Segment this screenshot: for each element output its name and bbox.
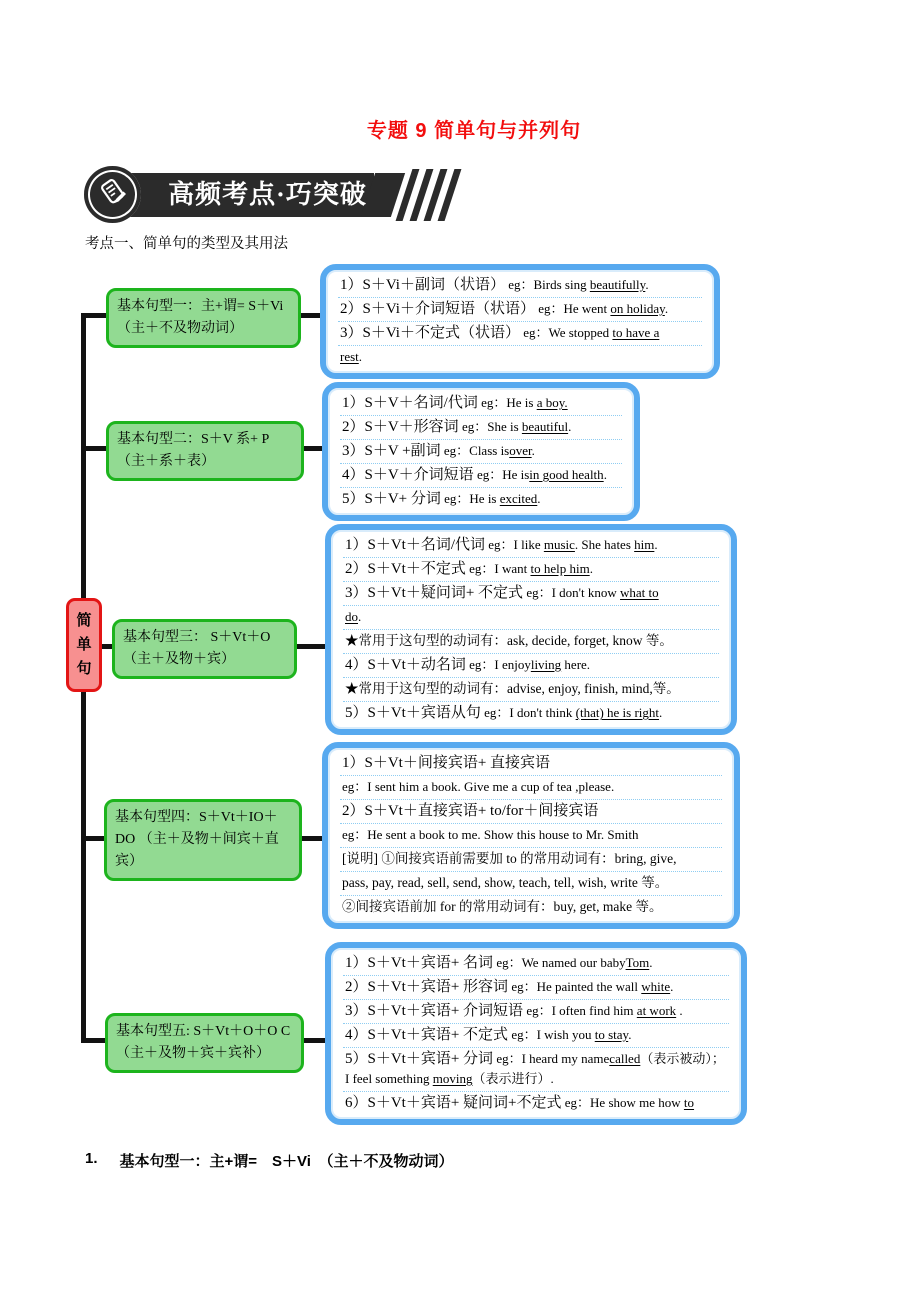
underlined-text: moving [432, 1071, 473, 1086]
detail-line [340, 872, 722, 896]
text-segment: eg：He show me how [561, 1095, 684, 1110]
text-segment: ★常用于这句型的动词有：ask, decide, forget, know 等。 [345, 633, 673, 648]
text-segment: eg：He is [473, 467, 530, 482]
detail-line [343, 1024, 729, 1048]
underlined-text: do [345, 609, 358, 624]
connector-stub-right-1 [298, 313, 322, 318]
detail-line [340, 464, 622, 488]
text-segment: . [670, 979, 674, 994]
text-segment: eg：I sent him a book. Give me a cup of tea ,please. [342, 779, 615, 794]
text-segment: eg：We stopped [519, 325, 613, 340]
text-segment: eg：We named our baby [493, 955, 626, 970]
detail-line [340, 488, 622, 511]
text-segment: eg：He went [534, 301, 611, 316]
text-segment: eg：He sent a book to me. Show this house to Mr. Smith [342, 827, 639, 842]
text-segment: . [568, 419, 572, 434]
text-segment: . [645, 277, 649, 292]
detail-line [343, 534, 719, 558]
underlined-text: beautifully [589, 277, 646, 292]
text-segment: eg：I don't know [523, 585, 621, 600]
text-segment: 1）S＋Vt＋宾语+ 名词 [345, 955, 494, 971]
detail-line [340, 824, 722, 848]
underlined-text: on holiday [610, 301, 665, 316]
banner-title: 高频考点·巧突破 [168, 180, 367, 209]
detail-box-pattern-5 [325, 942, 747, 1125]
text-segment: 2）S＋Vi＋介词短语（状语） [340, 301, 535, 317]
detail-line [340, 416, 622, 440]
connector-trunk-bottom [81, 690, 86, 1043]
text-segment: eg：He is [440, 491, 500, 506]
text-segment: . [664, 301, 669, 316]
detail-line [340, 752, 722, 776]
text-segment: 2）S＋V＋形容词 [342, 419, 459, 435]
text-segment: eg：He is [477, 395, 537, 410]
underlined-text: to stay [594, 1027, 629, 1042]
text-segment: . [676, 1003, 683, 1018]
text-segment: eg：I want [465, 561, 531, 576]
connector-trunk-top [81, 313, 86, 600]
text-segment: . She hates [574, 537, 635, 552]
underlined-text: beautiful [521, 419, 569, 434]
text-segment: here. [561, 657, 591, 672]
connector-stub-right-4 [299, 836, 324, 841]
root-node-simple-sentence [66, 598, 102, 692]
root-node-char: 简 [76, 613, 92, 629]
section-heading: 考点一、简单句的类型及其用法 [85, 236, 288, 252]
underlined-text: to [683, 1095, 695, 1110]
text-segment: . [537, 491, 541, 506]
detail-line [338, 322, 702, 346]
underlined-text: over [509, 443, 532, 458]
detail-line [343, 654, 719, 678]
detail-line [343, 558, 719, 582]
underlined-text: a boy. [536, 395, 568, 410]
text-segment: eg：I often find him [523, 1003, 637, 1018]
underlined-text: to have a [612, 325, 660, 340]
underlined-text: to help him [530, 561, 590, 576]
text-segment: . [654, 537, 658, 552]
text-segment: 2）S＋Vt＋宾语+ 形容词 [345, 979, 509, 995]
text-segment: 1）S＋Vt＋间接宾语+ 直接宾语 [342, 755, 551, 771]
underlined-text: music [543, 537, 575, 552]
text-segment: . [659, 705, 663, 720]
text-segment: eg：Birds sing [504, 277, 590, 292]
text-segment: . [649, 955, 653, 970]
text-segment: . [358, 349, 363, 364]
text-segment: eg：I don't think [480, 705, 576, 720]
branch-node-pattern-3: 基本句型三： S＋Vt＋O （主＋及物＋宾） [112, 619, 297, 679]
connector-stub-left-2 [81, 446, 109, 451]
text-segment: 4）S＋Vt＋动名词 [345, 657, 466, 673]
text-segment: 1）S＋Vt＋名词/代词 [345, 537, 486, 553]
branch-node-pattern-2: 基本句型二：S＋V 系+ P （主＋系＋表） [106, 421, 304, 481]
detail-line [343, 1048, 729, 1092]
branch-node-pattern-1: 基本句型一：主+谓= S＋Vi （主＋不及物动词） [106, 288, 301, 348]
text-segment: 4）S＋V＋介词短语 [342, 467, 474, 483]
connector-stub-right-5 [301, 1038, 327, 1043]
text-segment: 1）S＋V＋名词/代词 [342, 395, 478, 411]
connector-stub-left-5 [81, 1038, 108, 1043]
text-segment: （表示进行）. [472, 1071, 554, 1086]
detail-box-pattern-1 [320, 264, 720, 379]
text-segment: 3）S＋Vt＋宾语+ 介词短语 [345, 1003, 524, 1019]
underlined-text: called [609, 1051, 641, 1066]
underlined-text: Tom [625, 955, 650, 970]
detail-line [343, 1000, 729, 1024]
detail-line [343, 582, 719, 606]
text-segment: . [531, 443, 535, 458]
detail-line [338, 346, 702, 369]
text-segment: pass, pay, read, sell, send, show, teach, tell, wish, write 等。 [342, 875, 669, 890]
text-segment: eg：Class is [440, 443, 510, 458]
detail-line [340, 848, 722, 872]
underlined-text: (that) he is right [575, 705, 660, 720]
detail-line [340, 896, 722, 919]
underlined-text: rest [340, 349, 359, 364]
text-segment: 5）S＋V+ 分词 [342, 491, 441, 507]
detail-line [340, 800, 722, 824]
text-segment: eg：I like [485, 537, 544, 552]
detail-box-pattern-3 [325, 524, 737, 735]
detail-box-pattern-2 [322, 382, 640, 521]
branch-node-pattern-4: 基本句型四：S＋Vt＋IO＋DO （主＋及物＋间宾＋直宾） [104, 799, 302, 881]
text-segment: eg：I enjoy [465, 657, 531, 672]
text-segment: 3）S＋Vi＋不定式（状语） [340, 325, 520, 341]
text-segment: ②间接宾语前加 for 的常用动词有：buy, get, make 等。 [342, 899, 663, 914]
text-segment: 3）S＋Vt＋疑问词+ 不定式 [345, 585, 524, 601]
root-node-char: 句 [76, 661, 92, 677]
text-segment: eg：I wish you [508, 1027, 595, 1042]
detail-line [340, 440, 622, 464]
underlined-text: what to [620, 585, 659, 600]
detail-line [343, 976, 729, 1000]
banner-badge [84, 166, 141, 223]
detail-line [338, 298, 702, 322]
connector-stub-right-3 [293, 644, 327, 649]
detail-line [343, 606, 719, 630]
detail-box-pattern-4 [322, 742, 740, 929]
text-segment: 1）S＋Vi＋副词（状语） [340, 277, 505, 293]
body-heading-text: 基本句型一：主+谓= S＋Vi （主＋不及物动词） [119, 1153, 454, 1170]
text-segment: . [628, 1027, 632, 1042]
text-segment: eg：I heard my name [493, 1051, 610, 1066]
text-segment: 2）S＋Vt＋直接宾语+ to/for＋间接宾语 [342, 803, 599, 819]
underlined-text: white [641, 979, 671, 994]
detail-line [340, 776, 722, 800]
body-heading-pattern-1 [85, 1150, 453, 1171]
connector-stub-right-2 [301, 446, 324, 451]
text-segment: 4）S＋Vt＋宾语+ 不定式 [345, 1027, 509, 1043]
text-segment: ★常用于这句型的动词有：advise, enjoy, finish, mind,等。 [345, 681, 680, 696]
page-title: 专题 9 简单句与并列句 [366, 120, 582, 142]
underlined-text: at work [636, 1003, 677, 1018]
text-segment: . [589, 561, 593, 576]
text-segment: 2）S＋Vt＋不定式 [345, 561, 466, 577]
branch-node-pattern-5: 基本句型五: S＋Vt＋O＋O C （主＋及物＋宾＋宾补） [105, 1013, 304, 1073]
text-segment: eg：He painted the wall [508, 979, 642, 994]
body-heading-number: 1. [85, 1150, 98, 1167]
text-segment: 5）S＋Vt＋宾语从句 [345, 705, 481, 721]
detail-line [343, 1092, 729, 1115]
underlined-text: excited [499, 491, 538, 506]
detail-line [338, 274, 702, 298]
scroll-pen-icon [97, 176, 129, 213]
underlined-text: in good health [529, 467, 604, 482]
detail-line [343, 630, 719, 654]
text-segment: 5）S＋Vt＋宾语+ 分词 [345, 1051, 494, 1067]
text-segment: 6）S＋Vt＋宾语+ 疑问词+不定式 [345, 1095, 562, 1111]
detail-line [343, 952, 729, 976]
connector-stub-left-1 [81, 313, 109, 318]
text-segment: （表示被动）；I feel something [345, 1051, 725, 1086]
text-segment: . [603, 467, 607, 482]
text-segment: . [358, 609, 362, 624]
underlined-text: him [634, 537, 655, 552]
root-node-char: 单 [76, 637, 92, 653]
detail-line [343, 702, 719, 725]
text-segment: 3）S＋V +副词 [342, 443, 441, 459]
detail-line [343, 678, 719, 702]
text-segment: eg：She is [458, 419, 522, 434]
text-segment: [说明] ①间接宾语前需要加 to 的常用动词有：bring, give, [342, 851, 677, 866]
detail-line [340, 392, 622, 416]
underlined-text: living [530, 657, 562, 672]
